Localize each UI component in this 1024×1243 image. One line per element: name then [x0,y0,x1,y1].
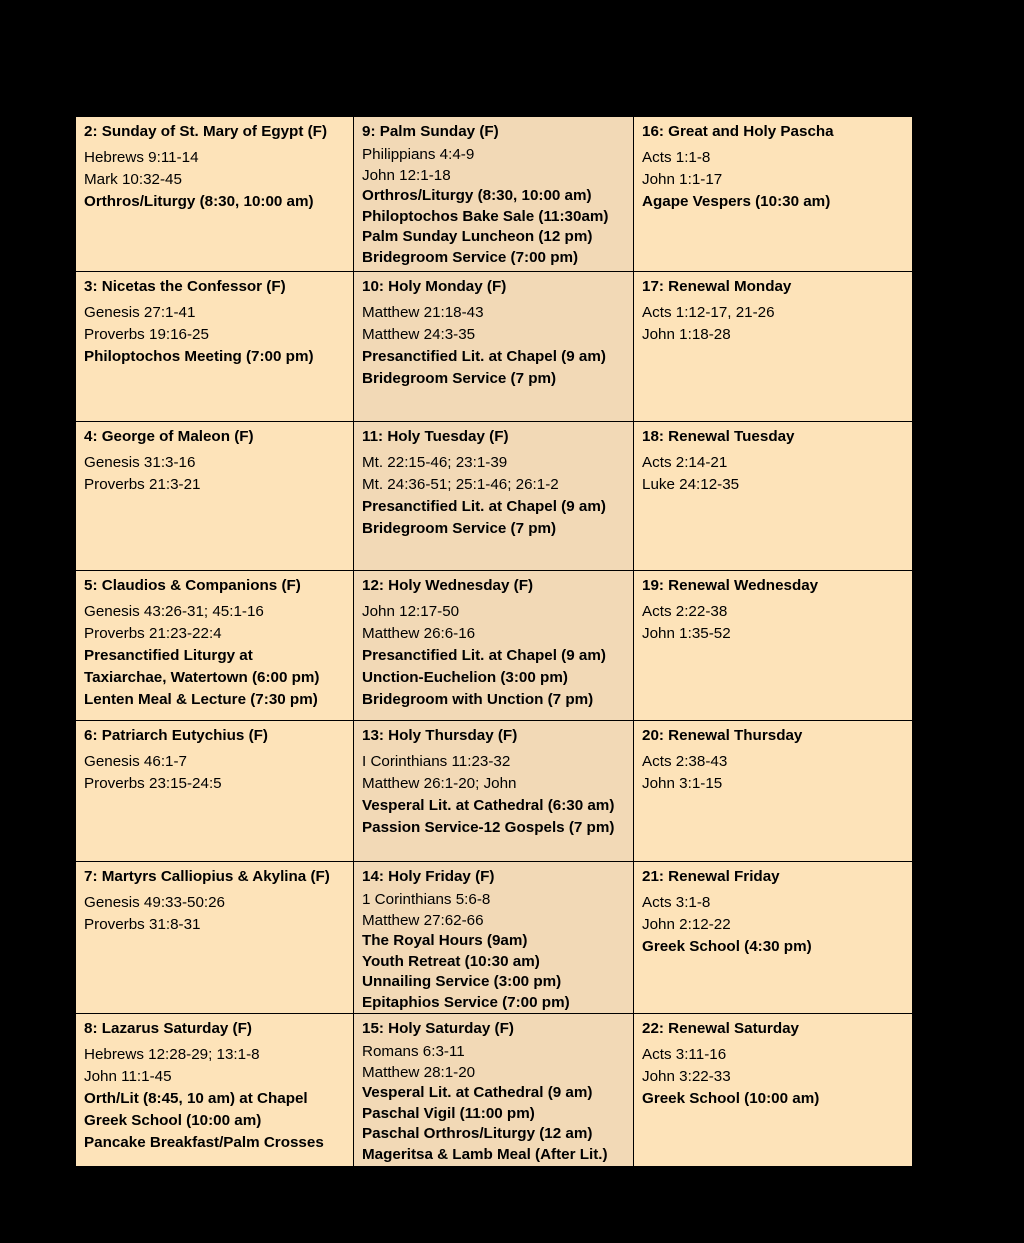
calendar-day-cell [634,272,913,422]
calendar-day-cell [354,1014,634,1167]
reading-line: Proverbs 21:23-22:4 [84,625,222,642]
event-line: Agape Vespers (10:30 am) [642,193,831,210]
event-line: Paschal Orthros/Liturgy (12 am) [362,1125,593,1142]
day-title: 13: Holy Thursday (F) [362,727,518,744]
event-line: Vesperal Lit. at Cathedral (9 am) [362,1084,593,1101]
reading-line: John 1:18-28 [642,326,731,343]
reading-line: I Corinthians 11:23-32 [362,753,511,770]
calendar-day-cell [634,422,913,571]
calendar-day-cell [75,721,354,862]
event-line: Presanctified Lit. at Chapel (9 am) [362,498,606,515]
event-line: Unnailing Service (3:00 pm) [362,973,562,990]
event-line: Presanctified Lit. at Chapel (9 am) [362,348,606,365]
reading-line: John 2:12-22 [642,916,731,933]
reading-line: Acts 1:1-8 [642,149,711,166]
event-line: Philoptochos Bake Sale (11:30am) [362,207,609,225]
day-title: 10: Holy Monday (F) [362,278,507,295]
event-line: Mageritsa & Lamb Meal (After Lit.) [362,1145,608,1163]
event-line: Pancake Breakfast/Palm Crosses [84,1134,324,1151]
reading-line: John 12:17-50 [362,603,460,620]
day-title: 20: Renewal Thursday [642,727,803,744]
day-title: 17: Renewal Monday [642,278,792,295]
day-title: 4: George of Maleon (F) [84,428,254,445]
event-line: Greek School (10:00 am) [642,1090,820,1107]
event-line: Paschal Vigil (11:00 pm) [362,1104,535,1122]
reading-line: Acts 2:38-43 [642,753,728,770]
event-line: Bridegroom with Unction (7 pm) [362,691,594,708]
event-line: Greek School (10:00 am) [84,1112,262,1129]
event-line: Youth Retreat (10:30 am) [362,952,540,970]
day-title: 6: Patriarch Eutychius (F) [84,727,268,744]
reading-line: Mt. 22:15-46; 23:1-39 [362,454,508,471]
reading-line: Genesis 43:26-31; 45:1-16 [84,603,264,620]
calendar-day-cell [634,116,913,272]
calendar-day-cell [75,272,354,422]
day-title: 14: Holy Friday (F) [362,868,495,885]
reading-line: Mt. 24:36-51; 25:1-46; 26:1-2 [362,476,559,493]
event-line: Epitaphios Service (7:00 pm) [362,993,570,1011]
reading-line: Proverbs 23:15-24:5 [84,775,222,792]
calendar-day-cell [634,1014,913,1167]
day-title: 12: Holy Wednesday (F) [362,577,534,594]
reading-line: Acts 3:11-16 [642,1046,727,1063]
calendar-day-cell [354,422,634,571]
event-line: Bridegroom Service (7 pm) [362,520,557,537]
reading-line: Matthew 24:3-35 [362,326,476,343]
event-line: Passion Service-12 Gospels (7 pm) [362,819,615,836]
reading-line: John 12:1-18 [362,166,451,184]
reading-line: John 3:22-33 [642,1068,731,1085]
event-line: Presanctified Lit. at Chapel (9 am) [362,647,606,664]
reading-line: John 3:1-15 [642,775,723,792]
reading-line: Matthew 28:1-20 [362,1063,476,1081]
event-line: Bridegroom Service (7:00 pm) [362,248,579,266]
reading-line: Romans 6:3-11 [362,1043,465,1060]
calendar-grid [75,116,913,1167]
reading-line: Hebrews 12:28-29; 13:1-8 [84,1046,260,1063]
reading-line: Acts 1:12-17, 21-26 [642,304,775,321]
event-line: Orthros/Liturgy (8:30, 10:00 am) [362,187,592,204]
reading-line: Acts 2:14-21 [642,454,728,471]
day-title: 2: Sunday of St. Mary of Egypt (F) [84,123,328,140]
event-line: Philoptochos Meeting (7:00 pm) [84,348,314,365]
reading-line: Hebrews 9:11-14 [84,149,199,166]
day-title: 8: Lazarus Saturday (F) [84,1020,252,1037]
reading-line: Matthew 26:6-16 [362,625,476,642]
day-title: 9: Palm Sunday (F) [362,123,499,140]
calendar-day-cell [75,116,354,272]
reading-line: Matthew 21:18-43 [362,304,484,321]
calendar-day-cell [634,862,913,1014]
calendar-day-cell [75,422,354,571]
day-title: 7: Martyrs Calliopius & Akylina (F) [84,868,330,885]
day-title: 3: Nicetas the Confessor (F) [84,278,286,295]
calendar-day-cell [634,721,913,862]
reading-line: Genesis 46:1-7 [84,753,187,770]
reading-line: Acts 2:22-38 [642,603,728,620]
event-line: Palm Sunday Luncheon (12 pm) [362,228,593,245]
calendar-day-cell [75,862,354,1014]
day-title: 19: Renewal Wednesday [642,577,819,594]
calendar-day-cell [634,571,913,721]
reading-line: Luke 24:12-35 [642,476,740,493]
day-title: 11: Holy Tuesday (F) [362,428,509,445]
day-title: 21: Renewal Friday [642,868,780,885]
event-line: Orthros/Liturgy (8:30, 10:00 am) [84,193,314,210]
reading-line: Matthew 26:1-20; John [362,775,517,792]
day-title: 15: Holy Saturday (F) [362,1020,514,1037]
day-title: 22: Renewal Saturday [642,1020,799,1037]
event-line: Lenten Meal & Lecture (7:30 pm) [84,691,318,708]
reading-line: Philippians 4:4-9 [362,146,475,163]
event-line: Taxiarchae, Watertown (6:00 pm) [84,669,320,686]
event-line: Greek School (4:30 pm) [642,938,812,955]
reading-line: Genesis 27:1-41 [84,304,196,321]
event-line: Orth/Lit (8:45, 10 am) at Chapel [84,1090,308,1107]
reading-line: Matthew 27:62-66 [362,911,484,929]
day-title: 16: Great and Holy Pascha [642,123,834,140]
reading-line: Mark 10:32-45 [84,171,182,188]
reading-line: John 1:35-52 [642,625,731,642]
event-line: Unction-Euchelion (3:00 pm) [362,669,568,686]
event-line: Bridegroom Service (7 pm) [362,370,557,387]
calendar-day-cell [354,272,634,422]
reading-line: Acts 3:1-8 [642,894,711,911]
reading-line: Proverbs 19:16-25 [84,326,209,343]
reading-line: John 11:1-45 [84,1068,172,1085]
calendar-day-cell [75,571,354,721]
reading-line: Proverbs 31:8-31 [84,916,201,933]
event-line: The Royal Hours (9am) [362,932,528,949]
reading-line: Proverbs 21:3-21 [84,476,201,493]
event-line: Presanctified Liturgy at [84,647,253,664]
reading-line: John 1:1-17 [642,171,723,188]
calendar-day-cell [354,721,634,862]
calendar-day-cell [354,116,634,272]
day-title: 18: Renewal Tuesday [642,428,795,445]
calendar-day-cell [354,862,634,1014]
reading-line: 1 Corinthians 5:6-8 [362,891,491,908]
day-title: 5: Claudios & Companions (F) [84,577,301,594]
calendar-day-cell [75,1014,354,1167]
calendar-day-cell [354,571,634,721]
event-line: Vesperal Lit. at Cathedral (6:30 am) [362,797,615,814]
reading-line: Genesis 31:3-16 [84,454,196,471]
reading-line: Genesis 49:33-50:26 [84,894,226,911]
